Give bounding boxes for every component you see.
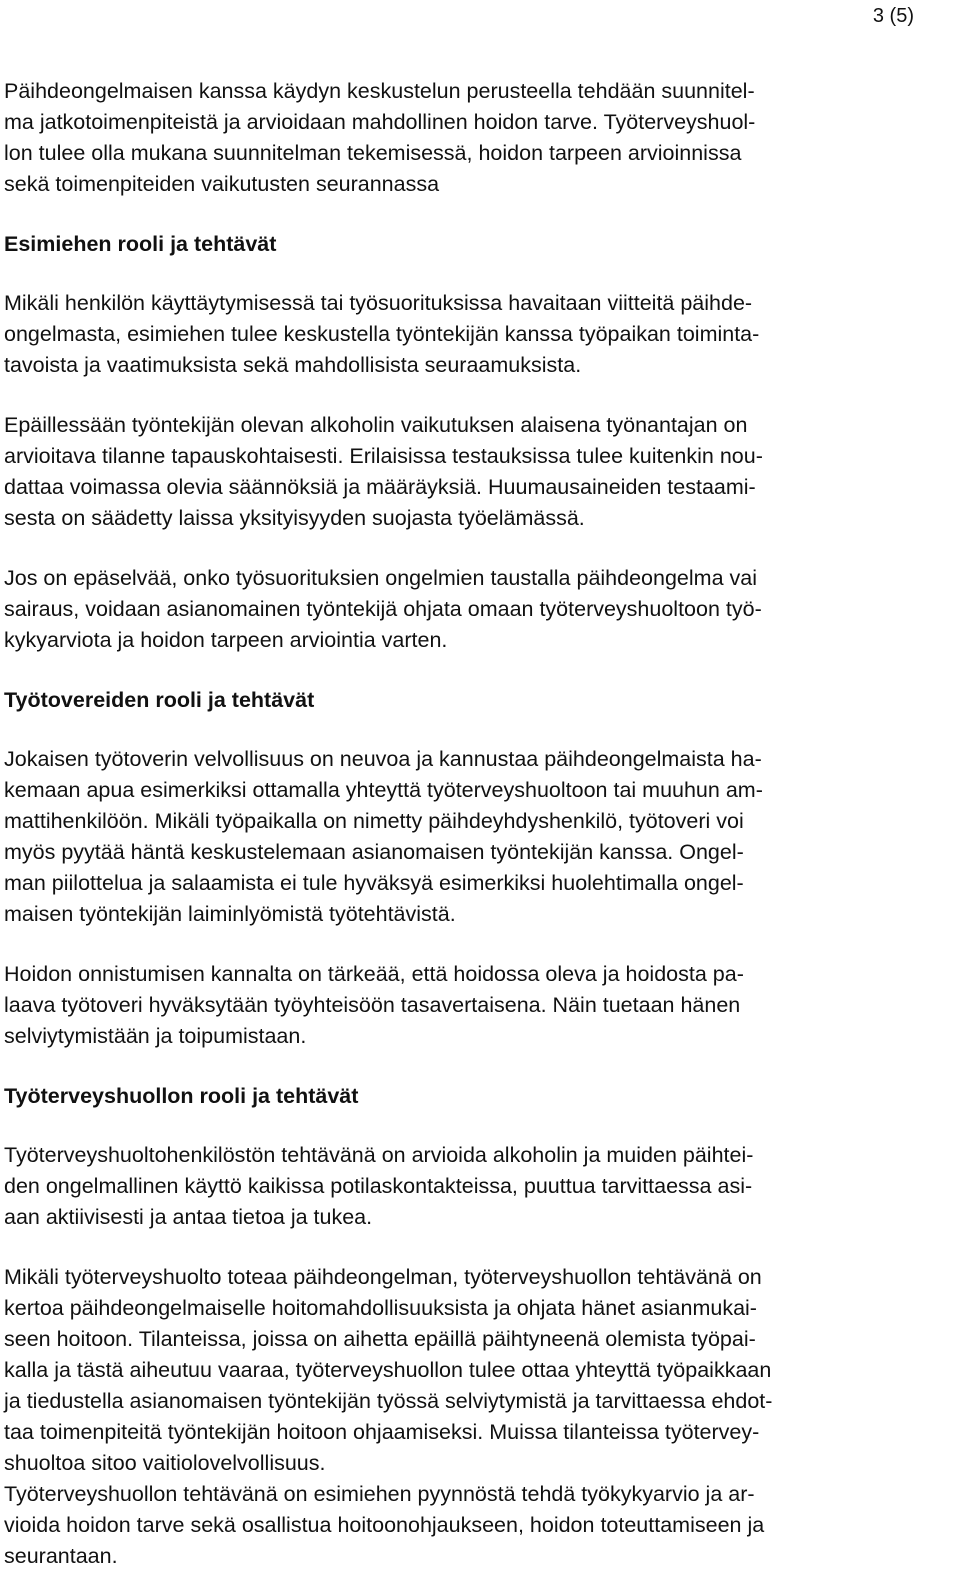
text-line: myös pyytää häntä keskustelemaan asianomaisen työntekijän kanssa. Ongel- xyxy=(4,840,744,864)
paragraph-coworkers-1 xyxy=(4,744,950,930)
paragraph-supervisor-2 xyxy=(4,410,950,534)
text-line: Jos on epäselvää, onko työsuorituksien ongelmien taustalla päihdeongelma vai xyxy=(4,566,757,590)
paragraph-intro xyxy=(4,76,950,200)
text-line: dattaa voimassa olevia säännöksiä ja määräyksiä. Huumausaineiden testaami- xyxy=(4,475,756,499)
text-line: ongelmasta, esimiehen tulee keskustella työntekijän kanssa työpaikan toiminta- xyxy=(4,322,760,346)
text-line: taa toimenpiteitä työntekijän hoitoon ohjaamiseksi. Muissa tilanteissa työtervey- xyxy=(4,1420,760,1444)
text-line: seurantaan. xyxy=(4,1544,118,1568)
paragraph-occupational-health-2 xyxy=(4,1262,950,1479)
text-line: Hoidon onnistumisen kannalta on tärkeää, että hoidossa oleva ja hoidosta pa- xyxy=(4,962,744,986)
text-line: lon tulee olla mukana suunnitelman tekemisessä, hoidon tarpeen arvioinnissa xyxy=(4,141,742,165)
text-line: seen hoitoon. Tilanteissa, joissa on aihetta epäillä päihtyneenä olemista työpai- xyxy=(4,1327,756,1351)
text-line: selviytymistään ja toipumistaan. xyxy=(4,1024,307,1048)
text-line: ja tiedustella asianomaisen työntekijän työssä selviytymistä ja tarvittaessa ehdot- xyxy=(4,1389,773,1413)
text-line: kalla ja tästä aiheutuu vaaraa, työterveyshuollon tulee ottaa yhteyttä työpaikkaan xyxy=(4,1358,772,1382)
text-line: tavoista ja vaatimuksista sekä mahdollisista seuraamuksista. xyxy=(4,353,582,377)
text-line: Päihdeongelmaisen kanssa käydyn keskustelun perusteella tehdään suunnitel- xyxy=(4,79,755,103)
text-line: sekä toimenpiteiden vaikutusten seurannassa xyxy=(4,172,440,196)
text-line: Työterveyshuollon tehtävänä on esimiehen pyynnöstä tehdä työkykyarvio ja ar- xyxy=(4,1482,755,1506)
paragraph-coworkers-2 xyxy=(4,959,950,1052)
paragraph-occupational-health-1 xyxy=(4,1140,950,1233)
text-line: sesta on säädetty laissa yksityisyyden suojasta työelämässä. xyxy=(4,506,585,530)
text-line: maisen työntekijän laiminlyömistä työtehtävistä. xyxy=(4,902,456,926)
section-heading-coworkers: Työtovereiden rooli ja tehtävät xyxy=(4,688,315,712)
document-body xyxy=(4,76,950,1572)
paragraph-supervisor-3 xyxy=(4,563,950,656)
text-line: Mikäli henkilön käyttäytymisessä tai työsuorituksissa havaitaan viitteitä päihde- xyxy=(4,291,753,315)
text-line: sairaus, voidaan asianomainen työntekijä ohjata omaan työterveyshuoltoon työ- xyxy=(4,597,762,621)
text-line: vioida hoidon tarve sekä osallistua hoitoonohjaukseen, hoidon toteuttamiseen ja xyxy=(4,1513,765,1537)
text-line: den ongelmallinen käyttö kaikissa potilaskontakteissa, puuttua tarvittaessa asi- xyxy=(4,1174,753,1198)
text-line: Mikäli työterveyshuolto toteaa päihdeongelman, työterveyshuollon tehtävänä on xyxy=(4,1265,762,1289)
text-line: man piilottelua ja salaamista ei tule hyväksyä esimerkiksi huolehtimalla ongel- xyxy=(4,871,744,895)
text-line: shuoltoa sitoo vaitiolovelvollisuus. xyxy=(4,1451,326,1475)
text-line: kykyarviota ja hoidon tarpeen arviointia varten. xyxy=(4,628,448,652)
text-line: kertoa päihdeongelmaiselle hoitomahdollisuuksista ja ohjata hänet asianmukai- xyxy=(4,1296,757,1320)
text-line: laava työtoveri hyväksytään työyhteisöön tasavertaisena. Näin tuetaan hänen xyxy=(4,993,741,1017)
section-heading-supervisor: Esimiehen rooli ja tehtävät xyxy=(4,232,277,256)
text-line: ma jatkotoimenpiteistä ja arvioidaan mahdollinen hoidon tarve. Työterveyshuol- xyxy=(4,110,756,134)
paragraph-supervisor-1 xyxy=(4,288,950,381)
page-number: 3 (5) xyxy=(872,5,914,27)
text-line: Työterveyshuoltohenkilöstön tehtävänä on arvioida alkoholin ja muiden päihtei- xyxy=(4,1143,754,1167)
text-line: Epäillessään työntekijän olevan alkoholin vaikutuksen alaisena työnantajan on xyxy=(4,413,748,437)
section-heading-occupational-health: Työterveyshuollon rooli ja tehtävät xyxy=(4,1084,359,1108)
text-line: kemaan apua esimerkiksi ottamalla yhteyttä työterveyshuoltoon tai muuhun am- xyxy=(4,778,763,802)
text-line: mattihenkilöön. Mikäli työpaikalla on nimetty päihdeyhdyshenkilö, työtoveri voi xyxy=(4,809,744,833)
text-line: arvioitava tilanne tapauskohtaisesti. Erilaisissa testauksissa tulee kuitenkin nou- xyxy=(4,444,763,468)
paragraph-occupational-health-3 xyxy=(4,1479,950,1572)
text-line: aan aktiivisesti ja antaa tietoa ja tukea. xyxy=(4,1205,373,1229)
text-line: Jokaisen työtoverin velvollisuus on neuvoa ja kannustaa päihdeongelmaista ha- xyxy=(4,747,762,771)
